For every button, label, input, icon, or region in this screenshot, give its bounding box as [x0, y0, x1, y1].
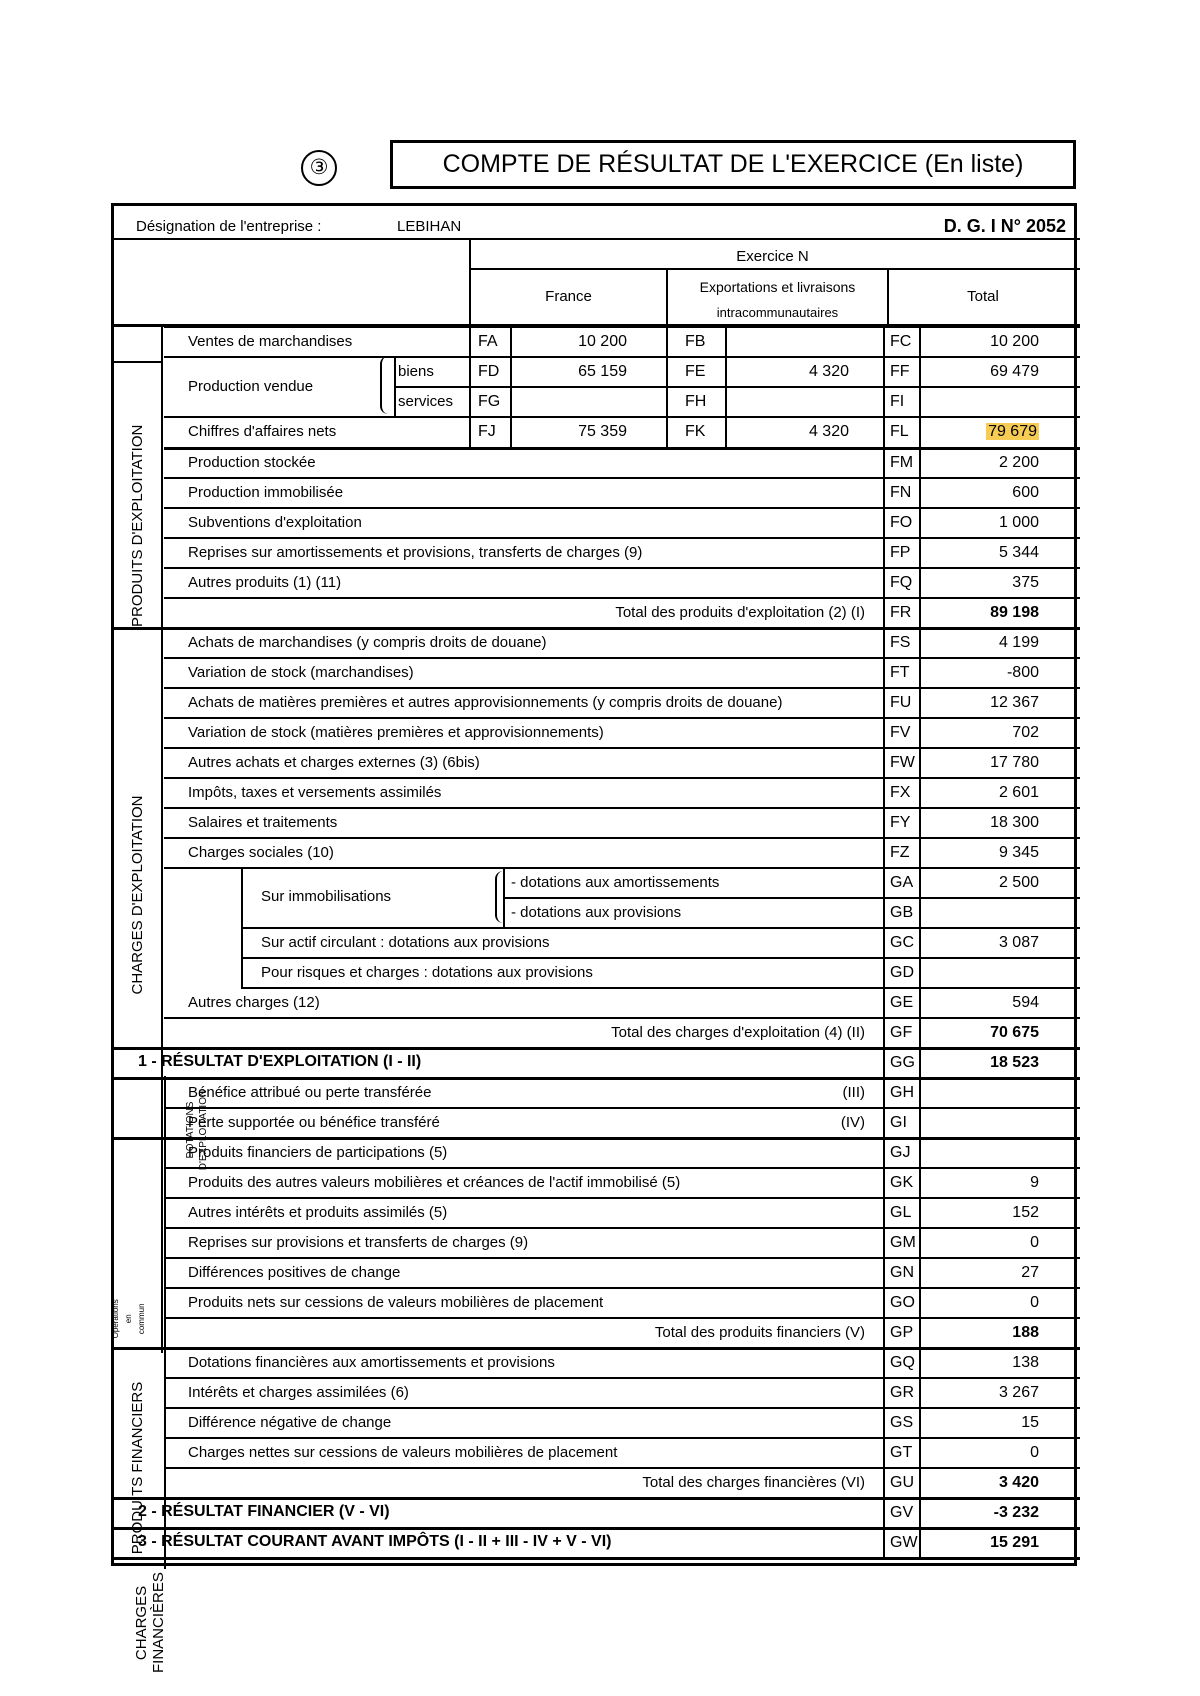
highlighted-value: 79 679 [988, 423, 1037, 440]
line-code: FH [685, 393, 707, 410]
income-statement-form [111, 203, 1077, 1673]
row-value: 2 601 [998, 784, 1039, 801]
row-value: 9 345 [998, 844, 1039, 861]
line-code: FS [890, 634, 911, 651]
line-code: GW [890, 1534, 918, 1551]
line-code: FT [890, 664, 910, 681]
row-label: Différences positives de change [188, 1264, 401, 1281]
line-code: GP [890, 1324, 914, 1341]
line-code: FJ [478, 423, 496, 440]
section-dotations-2: D'EXPLOITATION [198, 1089, 209, 1171]
row-value: 152 [1012, 1204, 1039, 1221]
line-code: FM [890, 454, 914, 471]
section-operations-1: Opérations [111, 1299, 121, 1339]
line-code: GG [890, 1054, 915, 1071]
total-label: Total des produits financiers (V) [654, 1324, 865, 1341]
row-label: Production immobilisée [188, 484, 344, 501]
row-label: Autres produits (1) (11) [188, 574, 342, 591]
line-code: FV [890, 724, 911, 741]
line-code: GU [890, 1474, 914, 1491]
line-code: GR [890, 1384, 914, 1401]
row-label: Subventions d'exploitation [188, 514, 362, 531]
roman-numeral: (III) [842, 1084, 865, 1101]
total-value: 10 200 [990, 333, 1039, 350]
total-value [986, 424, 1039, 440]
biens-label: biens [398, 363, 434, 380]
page-title: COMPTE DE RÉSULTAT DE L'EXERCICE (En liste) [390, 140, 1076, 189]
dotation-label: Pour risques et charges : dotations aux provisions [261, 964, 593, 981]
line-code: GK [890, 1174, 914, 1191]
row-label: Achats de matières premières et autres approvisionnements (y compris droits de douane) [188, 694, 783, 711]
form-reference: D. G. I N° 2052 [943, 216, 1066, 236]
line-code: GE [890, 994, 914, 1011]
section-charges-financieres-2: FINANCIÈRES [150, 1572, 167, 1673]
dotation-label: - dotations aux provisions [511, 904, 682, 921]
france-value: 75 359 [578, 423, 627, 440]
section-produits-exploitation: PRODUITS D'EXPLOITATION [129, 424, 146, 627]
row-value: 9 [1030, 1174, 1039, 1191]
row-value: 2 200 [998, 454, 1039, 471]
row-label: Reprises sur provisions et transferts de charges (9) [188, 1234, 529, 1251]
france-value: 10 200 [578, 333, 627, 350]
row-label: Production stockée [188, 454, 316, 471]
roman-numeral: (IV) [840, 1114, 865, 1131]
result-label: 3 - RÉSULTAT COURANT AVANT IMPÔTS (I - II + III - IV + V - VI) [138, 1533, 612, 1550]
company-name: LEBIHAN [397, 218, 462, 235]
row-value: 70 675 [990, 1024, 1039, 1041]
form-number-circle: ③ [301, 150, 337, 186]
row-label: Produits des autres valeurs mobilières et créances de l'actif immobilisé (5) [188, 1174, 681, 1191]
row-label: Autres charges (12) [188, 994, 320, 1011]
row-value: 18 523 [990, 1054, 1039, 1071]
section-operations-2: en [124, 1314, 134, 1324]
line-code: FG [478, 393, 501, 410]
row-value: 600 [1012, 484, 1039, 501]
row-value: 0 [1030, 1444, 1039, 1461]
line-code: GN [890, 1264, 914, 1281]
total-value: 69 479 [990, 363, 1039, 380]
row-label: Charges nettes sur cessions de valeurs mobilières de placement [188, 1444, 618, 1461]
row-value: 15 [1021, 1414, 1039, 1431]
line-code: GB [890, 904, 914, 921]
line-code: FQ [890, 574, 913, 591]
row-value: 188 [1012, 1324, 1039, 1341]
row-value: 138 [1012, 1354, 1039, 1371]
line-code: FC [890, 333, 912, 350]
line-code: FF [890, 363, 910, 380]
line-code: GI [890, 1114, 907, 1131]
row-value: 0 [1030, 1294, 1039, 1311]
row-label: Dotations financières aux amortissements et provisions [188, 1354, 555, 1371]
row-value: -3 232 [993, 1504, 1039, 1521]
dotation-label: - dotations aux amortissements [511, 874, 720, 891]
line-code: GS [890, 1414, 914, 1431]
row-label: Variation de stock (marchandises) [188, 664, 414, 681]
row-label: Salaires et traitements [188, 814, 338, 831]
line-code: FL [890, 423, 909, 440]
row-value: 18 300 [990, 814, 1039, 831]
row-label: Chiffres d'affaires nets [188, 423, 337, 440]
row-label: Reprises sur amortissements et provisions, transferts de charges (9) [188, 544, 643, 561]
row-value: 3 267 [998, 1384, 1039, 1401]
line-code: FE [685, 363, 706, 380]
line-code: GF [890, 1024, 913, 1041]
row-value: 594 [1012, 994, 1039, 1011]
france-value: 65 159 [578, 363, 627, 380]
section-operations-3: commun [137, 1303, 147, 1335]
row-value: 12 367 [990, 694, 1039, 711]
row-label: Différence négative de change [188, 1414, 392, 1431]
row-value: 5 344 [998, 544, 1039, 561]
section-charges-financieres-1: CHARGES [133, 1585, 150, 1661]
line-code: FO [890, 514, 913, 531]
row-label: Autres intérêts et produits assimilés (5) [188, 1204, 448, 1221]
exercice-label: Exercice N [736, 248, 809, 265]
row-value: 3 420 [998, 1474, 1039, 1491]
line-code: GA [890, 874, 914, 891]
line-code: FP [890, 544, 911, 561]
line-code: GV [890, 1504, 914, 1521]
services-label: services [398, 393, 454, 410]
export-value: 4 320 [808, 363, 849, 380]
row-label: Produits financiers de participations (5) [188, 1144, 448, 1161]
row-label: Perte supportée ou bénéfice transféré [188, 1114, 440, 1131]
result-label: 1 - RÉSULTAT D'EXPLOITATION (I - II) [138, 1053, 422, 1070]
section-produits-financiers: PRODUITS FINANCIERS [129, 1381, 146, 1555]
line-code: GH [890, 1084, 914, 1101]
line-code: FN [890, 484, 912, 501]
line-code: GL [890, 1204, 912, 1221]
row-value: 1 000 [998, 514, 1039, 531]
row-value: 2 500 [998, 874, 1039, 891]
row-label: Achats de marchandises (y compris droits de douane) [188, 634, 547, 651]
sur-immobilisations-label: Sur immobilisations [261, 888, 392, 905]
row-value: 375 [1012, 574, 1039, 591]
total-label: Total des charges d'exploitation (4) (II) [611, 1024, 865, 1041]
row-value: 17 780 [990, 754, 1039, 771]
line-code: FR [890, 604, 912, 621]
line-code: FK [685, 423, 706, 440]
line-code: FX [890, 784, 911, 801]
col-total: Total [967, 288, 999, 305]
row-value: 3 087 [998, 934, 1039, 951]
row-value: 15 291 [990, 1534, 1039, 1551]
line-code: GC [890, 934, 914, 951]
row-value: 4 199 [998, 634, 1039, 651]
line-code: GQ [890, 1354, 915, 1371]
row-label: Produits nets sur cessions de valeurs mobilières de placement [188, 1294, 604, 1311]
line-code: GM [890, 1234, 916, 1251]
line-code: GO [890, 1294, 915, 1311]
row-label: Intérêts et charges assimilées (6) [188, 1384, 409, 1401]
row-value: 89 198 [990, 604, 1039, 621]
line-code: GJ [890, 1144, 911, 1161]
dotation-label: Sur actif circulant : dotations aux provisions [261, 934, 550, 951]
section-dotations-1: DOTATIONS [185, 1101, 196, 1159]
total-label: Total des charges financières (VI) [642, 1474, 865, 1491]
row-label: Variation de stock (matières premières et approvisionnements) [188, 724, 604, 741]
row-value: 702 [1012, 724, 1039, 741]
line-code: FD [478, 363, 500, 380]
production-vendue-label: Production vendue [188, 378, 314, 395]
row-value: 0 [1030, 1234, 1039, 1251]
row-label: Impôts, taxes et versements assimilés [188, 784, 442, 801]
line-code: FI [890, 393, 905, 410]
col-export-line1: Exportations et livraisons [699, 279, 856, 295]
line-code: FZ [890, 844, 910, 861]
row-label: Charges sociales (10) [188, 844, 334, 861]
col-export-line2: intracommunautaires [716, 305, 839, 320]
line-code: FA [478, 333, 498, 350]
total-label: Total des produits d'exploitation (2) (I) [615, 604, 865, 621]
result-label: 2 - RÉSULTAT FINANCIER (V - VI) [138, 1503, 390, 1520]
line-code: FW [890, 754, 915, 771]
row-value: 27 [1021, 1264, 1039, 1281]
section-charges-exploitation: CHARGES D'EXPLOITATION [129, 795, 146, 995]
row-label: Autres achats et charges externes (3) (6bis) [188, 754, 480, 771]
row-label: Bénéfice attribué ou perte transférée [188, 1084, 432, 1101]
col-france: France [545, 288, 592, 305]
row-label: Ventes de marchandises [188, 333, 353, 350]
line-code: GT [890, 1444, 913, 1461]
line-code: FU [890, 694, 912, 711]
row-value: -800 [1006, 664, 1039, 681]
line-code: FB [685, 333, 706, 350]
line-code: FY [890, 814, 911, 831]
line-code: GD [890, 964, 914, 981]
designation-label: Désignation de l'entreprise : [136, 218, 322, 235]
export-value: 4 320 [808, 423, 849, 440]
